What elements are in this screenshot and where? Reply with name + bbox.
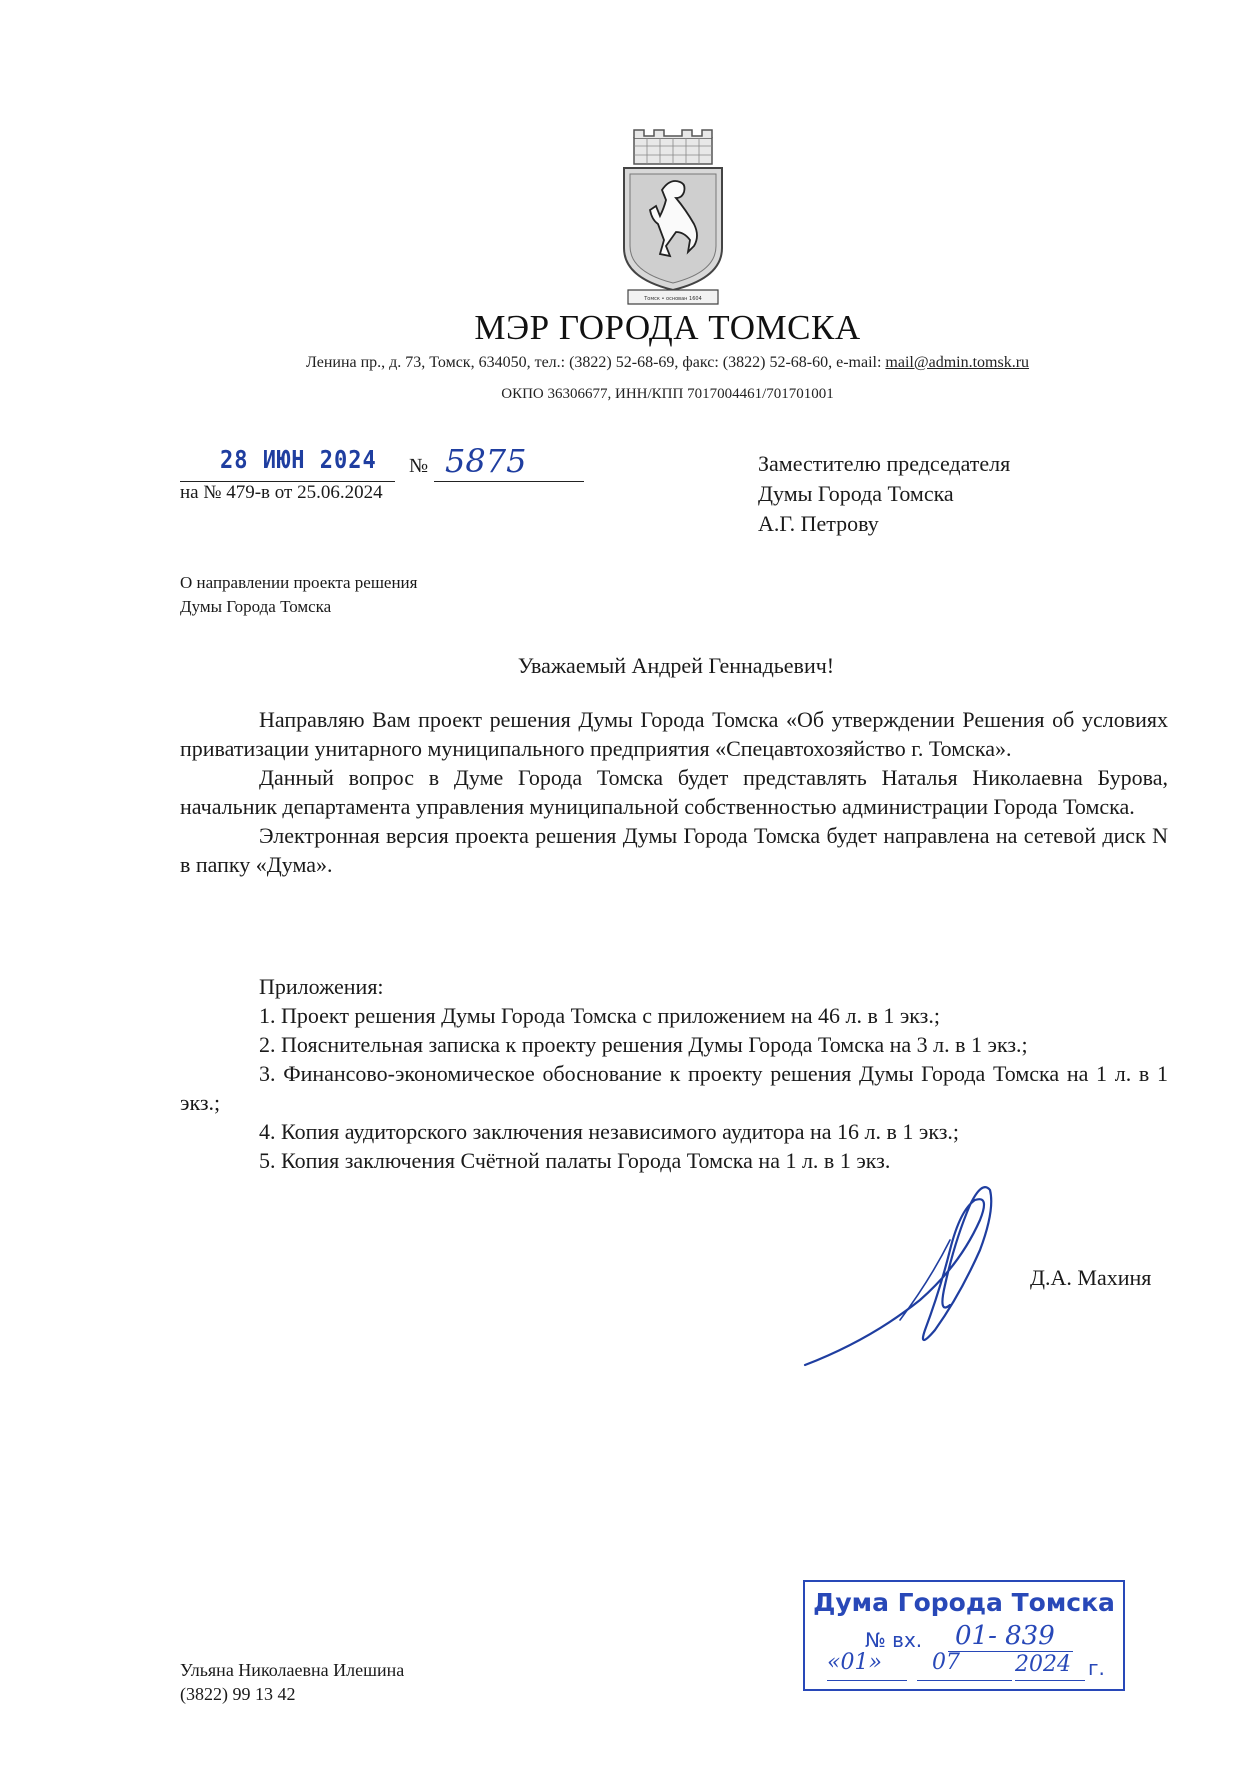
letter-subject (180, 571, 417, 619)
body-paragraph: Данный вопрос в Думе Города Томска будет представлять Наталья Николаевна Бурова, начальник департамента управления муниципальной собственностью администрации Города Томска. (180, 765, 1168, 819)
addressee (758, 449, 1010, 539)
addressee-line: Заместителю председателя (758, 451, 1011, 476)
stamp-year-suffix: г. (1088, 1656, 1105, 1680)
body-paragraph: Направляю Вам проект решения Думы Города Томска «Об утверждении Решения об условиях приватизации унитарного муниципального предприятия «Спецавтохозяйство г. Томска». (180, 707, 1168, 761)
stamp-month: 07 (932, 1650, 960, 1675)
executor-name: Ульяна Николаевна Илешина (180, 1660, 405, 1680)
contacts-text: Ленина пр., д. 73, Томск, 634050, тел.: (3822) 52-68-69, факс: (3822) 52-68-60, e-mail: (305, 354, 886, 371)
stamp-title: Дума Города Томска (813, 1588, 1115, 1617)
stamp-day-value: 01 (840, 1650, 869, 1675)
attachment-item: 1. Проект решения Думы Города Томска с приложением на 46 л. в 1 экз.; (259, 1003, 940, 1028)
attachment-item: 3. Финансово-экономическое обоснование к проекту решения Думы Города Томска на 1 л. в 1 экз.; (180, 1061, 1168, 1115)
addressee-line: Думы Города Томска (758, 481, 954, 506)
stamp-year-underline (1015, 1680, 1085, 1681)
stamp-day (827, 1650, 882, 1675)
signature-icon (800, 1180, 1060, 1375)
city-crest-icon (614, 128, 732, 310)
addressee-line: А.Г. Петрову (758, 511, 879, 536)
subject-line: Думы Города Томска (180, 597, 332, 616)
email-link[interactable]: mail@admin.tomsk.ru (885, 354, 1030, 371)
attachments-title: Приложения: (259, 974, 384, 999)
stamp-year-hand: 24 (1043, 1652, 1071, 1677)
number-label: № (409, 455, 429, 477)
registration-date-stamp: 28 ИЮН 2024 (220, 446, 377, 475)
stamp-quote-open: « (827, 1650, 841, 1675)
org-codes: ОКПО 36306677, ИНН/КПП 7017004461/701701001 (501, 386, 834, 402)
attachments-list (180, 972, 1168, 1175)
stamp-year-prefix: 20 (1015, 1652, 1043, 1677)
signer-name: Д.А. Махиня (1030, 1265, 1152, 1290)
stamp-day-underline (827, 1680, 907, 1681)
stamp-quote-close: » (868, 1650, 882, 1675)
greeting: Уважаемый Андрей Геннадьевич! (517, 653, 835, 678)
attachment-item: 5. Копия заключения Счётной палаты Города Томска на 1 л. в 1 экз. (259, 1148, 891, 1173)
org-contacts (0, 354, 1233, 372)
registration-number: 5875 (445, 442, 527, 480)
stamp-number: 01- 839 (955, 1621, 1055, 1651)
attachment-item: 4. Копия аудиторского заключения независимого аудитора на 16 л. в 1 экз.; (259, 1119, 960, 1144)
executor (180, 1658, 404, 1706)
stamp-number-label: № вх. (865, 1628, 923, 1652)
attachment-item: 2. Пояснительная записка к проекту решения Думы Города Томска на 3 л. в 1 экз.; (259, 1032, 1028, 1057)
stamp-month-underline (917, 1680, 1012, 1681)
subject-line: О направлении проекта решения (180, 573, 418, 592)
reply-reference: на № 479-в от 25.06.2024 (180, 482, 383, 503)
executor-phone: (3822) 99 13 42 (180, 1684, 296, 1704)
stamp-year (1015, 1652, 1071, 1677)
incoming-stamp (803, 1580, 1125, 1691)
letter-body (180, 705, 1168, 879)
number-underline (434, 481, 584, 482)
org-title: МЭР ГОРОДА ТОМСКА (474, 308, 861, 347)
crest-motto: Томск • основан 1604 (644, 296, 702, 302)
body-paragraph: Электронная версия проекта решения Думы Города Томска будет направлена на сетевой диск N в папку «Дума». (180, 823, 1168, 877)
